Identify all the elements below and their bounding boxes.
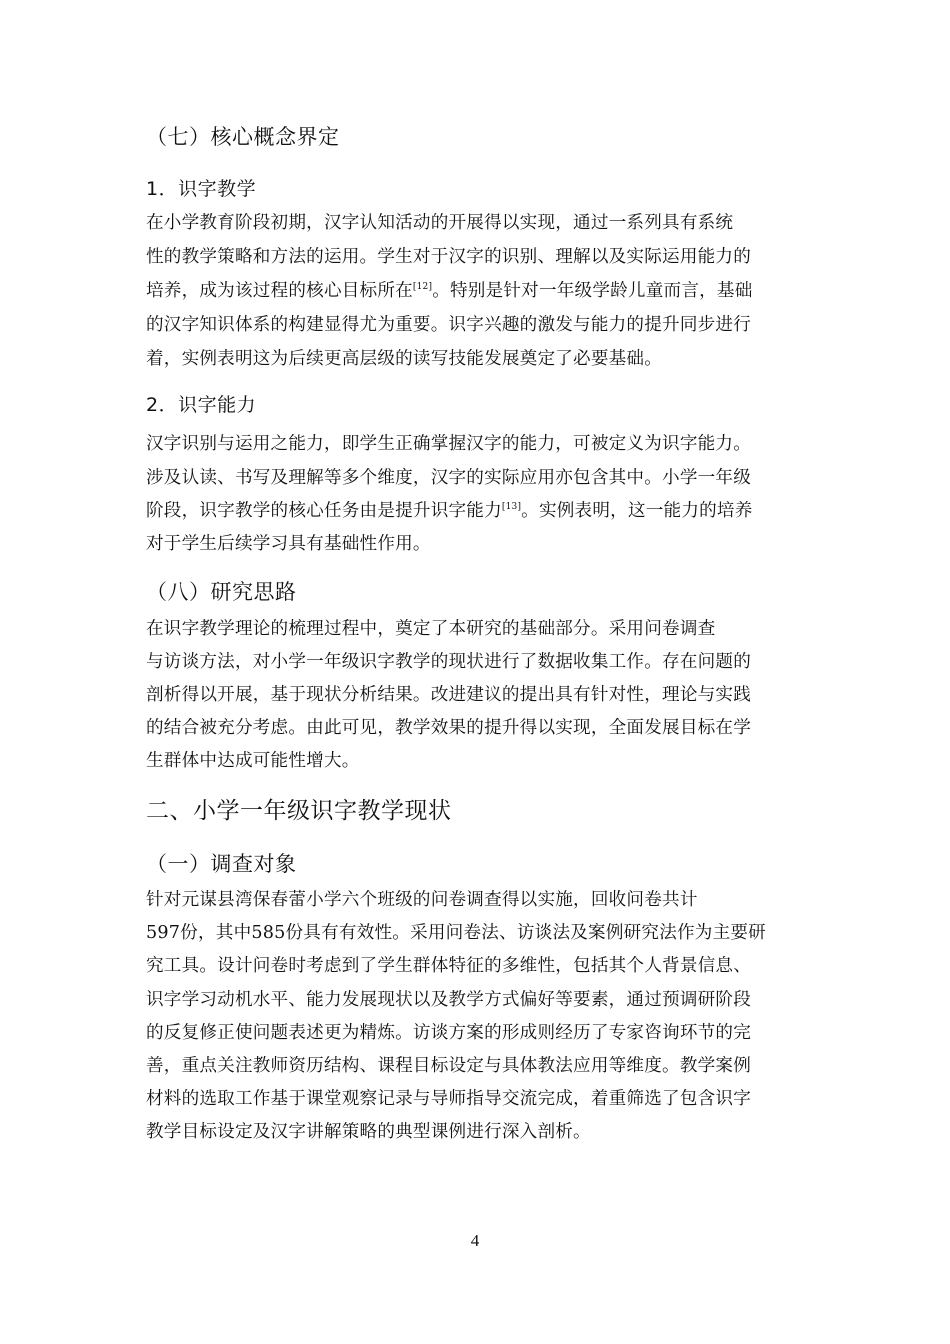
citation-marker: [12] — [412, 282, 433, 293]
paragraph-line: 教学目标设定及汉字讲解策略的典型课例进行深入剖析。 — [146, 1122, 591, 1142]
paragraph-line: 在识字教学理论的梳理过程中，奠定了本研究的基础部分。采用问卷调查 — [146, 619, 716, 639]
paragraph-line: 汉字识别与运用之能力，即学生正确掌握汉字的能力，可被定义为识字能力。 — [146, 434, 751, 454]
paragraph-line: 究工具。设计问卷时考虑到了学生群体特征的多维性，包括其个人背景信息、 — [146, 956, 751, 976]
paragraph-line: 着，实例表明这为后续更高层级的读写技能发展奠定了必要基础。 — [146, 349, 663, 369]
paragraph-line: 生群体中达成可能性增大。 — [146, 751, 360, 771]
paragraph-line: 与访谈方法，对小学一年级识字教学的现状进行了数据收集工作。存在问题的 — [146, 652, 751, 672]
paragraph-line: 针对元谋县湾保春蕾小学六个班级的问卷调查得以实施，回收问卷共计 — [146, 890, 698, 910]
paragraph-line: 的汉字知识体系的构建显得尤为重要。识字兴趣的激发与能力的提升同步进行 — [146, 315, 751, 335]
paragraph-line: 剖析得以开展，基于现状分析结果。改进建议的提出具有针对性，理论与实践 — [146, 685, 751, 705]
subsection-heading-literacy-teaching: 1．识字教学 — [146, 178, 257, 200]
paragraph-line: 善，重点关注教师资历结构、课程目标设定与具体教法应用等维度。教学案例 — [146, 1056, 751, 1076]
paragraph-line: 涉及认读、书写及理解等多个维度，汉字的实际应用亦包含其中。小学一年级 — [146, 468, 751, 488]
paragraph-line: 在小学教育阶段初期，汉字认知活动的开展得以实现，通过一系列具有系统 — [146, 213, 734, 233]
paragraph-line: 对于学生后续学习具有基础性作用。 — [146, 534, 431, 554]
paragraph-line: 的结合被充分考虑。由此可见，教学效果的提升得以实现，全面发展目标在学 — [146, 718, 751, 738]
paragraph-line: 材料的选取工作基于课堂观察记录与导师指导交流完成，着重筛选了包含识字 — [146, 1089, 751, 1109]
paragraph-line: 培养，成为该过程的核心目标所在[12]。特别是针对一年级学龄儿童而言，基础 — [146, 281, 753, 301]
citation-marker: [13] — [501, 502, 522, 513]
chapter-heading-2: 二、小学一年级识字教学现状 — [146, 798, 452, 824]
subsection-heading-literacy-ability: 2．识字能力 — [146, 394, 257, 416]
paragraph-line: 597份，其中585份具有有效性。采用问卷法、访谈法及案例研究法作为主要研 — [146, 923, 766, 943]
paragraph-line: 的反复修正使问题表述更为精炼。访谈方案的形成则经历了专家咨询环节的完 — [146, 1023, 751, 1043]
section-heading-8: （八）研究思路 — [146, 580, 297, 604]
section-heading-7: （七）核心概念界定 — [146, 125, 340, 149]
paragraph-line: 识字学习动机水平、能力发展现状以及教学方式偏好等要素，通过预调研阶段 — [146, 990, 751, 1010]
paragraph-line: 性的教学策略和方法的运用。学生对于汉字的识别、理解以及实际运用能力的 — [146, 247, 751, 267]
page-number: 4 — [470, 1231, 480, 1250]
section-heading-survey-subjects: （一）调查对象 — [146, 852, 297, 876]
paragraph-line: 阶段，识字教学的核心任务由是提升识字能力[13]。实例表明，这一能力的培养 — [146, 501, 753, 521]
